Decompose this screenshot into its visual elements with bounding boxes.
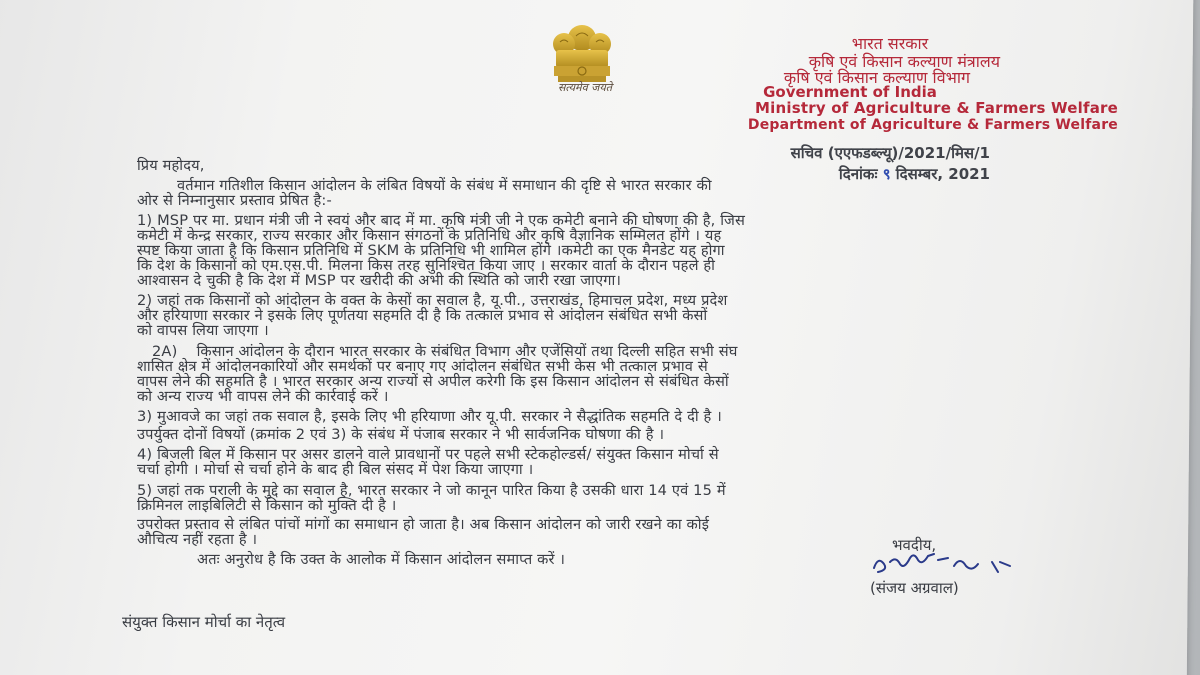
- signatory-name: (संजय अग्रवाल): [870, 579, 959, 597]
- header-english-department: Department of Agriculture & Farmers Welfare: [747, 117, 1118, 133]
- intro-line-2: ओर से निम्नानुसार प्रस्ताव प्रेषित है:-: [137, 192, 332, 209]
- intro-line-1: वर्तमान गतिशील किसान आंदोलन के लंबित विषयों के संबंध में समाधान की दृष्टि से भारत सरकार की: [177, 177, 712, 194]
- date-day-handwritten: ९: [882, 165, 891, 183]
- point2-line-1: 2) जहां तक किसानों को आंदोलन के वक्त के केसों का सवाल है, यू.पी., उत्तराखंड, हिमाचल प्रदेश, मध्य प्रदेश: [137, 292, 728, 309]
- reference-number: सचिव (एएफडब्ल्यू)/2021/मिस/1: [790, 144, 990, 162]
- point5-line-1: 5) जहां तक पराली के मुद्दे का सवाल है, भारत सरकार ने जो कानून पारित किया है उसकी धारा 14 एवं 15 में: [137, 482, 726, 499]
- point3-note: उपर्युक्त दोनों विषयों (क्रमांक 2 एवं 3) के संबंध में पंजाब सरकार ने भी सार्वजनिक घोषणा की है ।: [137, 426, 665, 443]
- date-label: दिनांकः: [838, 165, 878, 183]
- point1-line-4: कि देश के किसानों को एम.एस.पी. मिलना किस तरह सुनिश्चित किया जाए । सरकार वार्ता के दौरान पहले ही: [137, 257, 716, 274]
- header-english-government: Government of India: [763, 83, 937, 101]
- point5-line-2: क्रिमिनल लाइबिलिटी से किसान को मुक्ति दी है ।: [137, 497, 397, 514]
- point4-line-2: चर्चा होगी । मोर्चा से चर्चा होने के बाद ही बिल संसद में पेश किया जाएगा ।: [137, 461, 534, 478]
- point2-line-2: और हरियाणा सरकार ने इसके लिए पूर्णतया सहमति दी है कि तत्काल प्रभाव से आंदोलन संबंधित सभी केसों: [137, 307, 708, 324]
- point2a-line-3: वापस लेने की सहमति है । भारत सरकार अन्य राज्यों से अपील करेगी कि इस किसान आंदोलन से संबंधित केसों: [137, 373, 729, 390]
- emblem-motto: सत्यमेव जयते: [557, 81, 612, 94]
- header-english-ministry: Ministry of Agriculture & Farmers Welfare: [755, 99, 1118, 117]
- conclusion-line-1: उपरोक्त प्रस्ताव से लंबित पांचों मांगों का समाधान हो जाता है। अब किसान आंदोलन को जारी रखने का कोई: [137, 516, 710, 533]
- point1-line-3: स्पष्ट किया जाता है कि किसान प्रतिनिधि में SKM के प्रतिनिधि भी शामिल होंगे ।कमेटी का एक मैनडेट यह होगा: [137, 242, 725, 259]
- point2a-line-1: 2A) किसान आंदोलन के दौरान भारत सरकार के संबंधित विभाग और एजेंसियों तथा दिल्ली सहित सभी संघ: [152, 343, 738, 360]
- point2a-line-2: शासित क्षेत्र में आंदोलनकारियों और समर्थकों पर बनाए गए आंदोलन संबंधित सभी केस भी तत्काल प्रभाव से: [137, 358, 708, 375]
- closing-request: अतः अनुरोध है कि उक्त के आलोक में किसान आंदोलन समाप्त करें ।: [197, 551, 566, 568]
- point2a-line-4: को अन्य राज्य भी वापस लेने की कार्रवाई करें ।: [137, 388, 389, 405]
- salutation: प्रिय महोदय,: [137, 157, 205, 174]
- point1-line-5: आश्वासन दे चुकी है कि देश में MSP पर खरीदी की अभी की स्थिति को जारी रखा जाएगा।: [137, 272, 622, 289]
- header-hindi-government: भारत सरकार: [851, 34, 929, 53]
- recipient: संयुक्त किसान मोर्चा का नेतृत्व: [122, 613, 286, 631]
- point2-line-3: को वापस लिया जाएगा ।: [137, 322, 269, 339]
- point1-line-2: कमेटी में केन्द्र सरकार, राज्य सरकार और किसान संगठनों के प्रतिनिधि और कृषि वैज्ञानिक सम्मिलत होंगे । यह: [137, 227, 722, 244]
- handwritten-signature: [860, 548, 1030, 580]
- closing-salutation: भवदीय,: [892, 536, 937, 554]
- date-month-year: दिसम्बर, 2021: [895, 165, 990, 183]
- conclusion-line-2: औचित्य नहीं रहता है ।: [137, 531, 258, 548]
- header-hindi-department: कृषि एवं किसान कल्याण विभाग: [783, 68, 970, 87]
- header-hindi-ministry: कृषि एवं किसान कल्याण मंत्रालय: [808, 52, 1000, 71]
- point4-line-1: 4) बिजली बिल में किसान पर असर डालने वाले प्रावधानों पर पहले सभी स्टेकहोल्डर्स/ संयुक्त किसान मोर्चा से: [137, 446, 719, 463]
- point1-line-1: 1) MSP पर मा. प्रधान मंत्री जी ने स्वयं और बाद में मा. कृषि मंत्री जी ने एक कमेटी बनाने की घोषणा की है, जिस: [137, 212, 746, 229]
- point3: 3) मुआवजे का जहां तक सवाल है, इसके लिए भी हरियाणा और यू.पी. सरकार ने सैद्धांतिक सहमति दे दी है ।: [137, 408, 722, 425]
